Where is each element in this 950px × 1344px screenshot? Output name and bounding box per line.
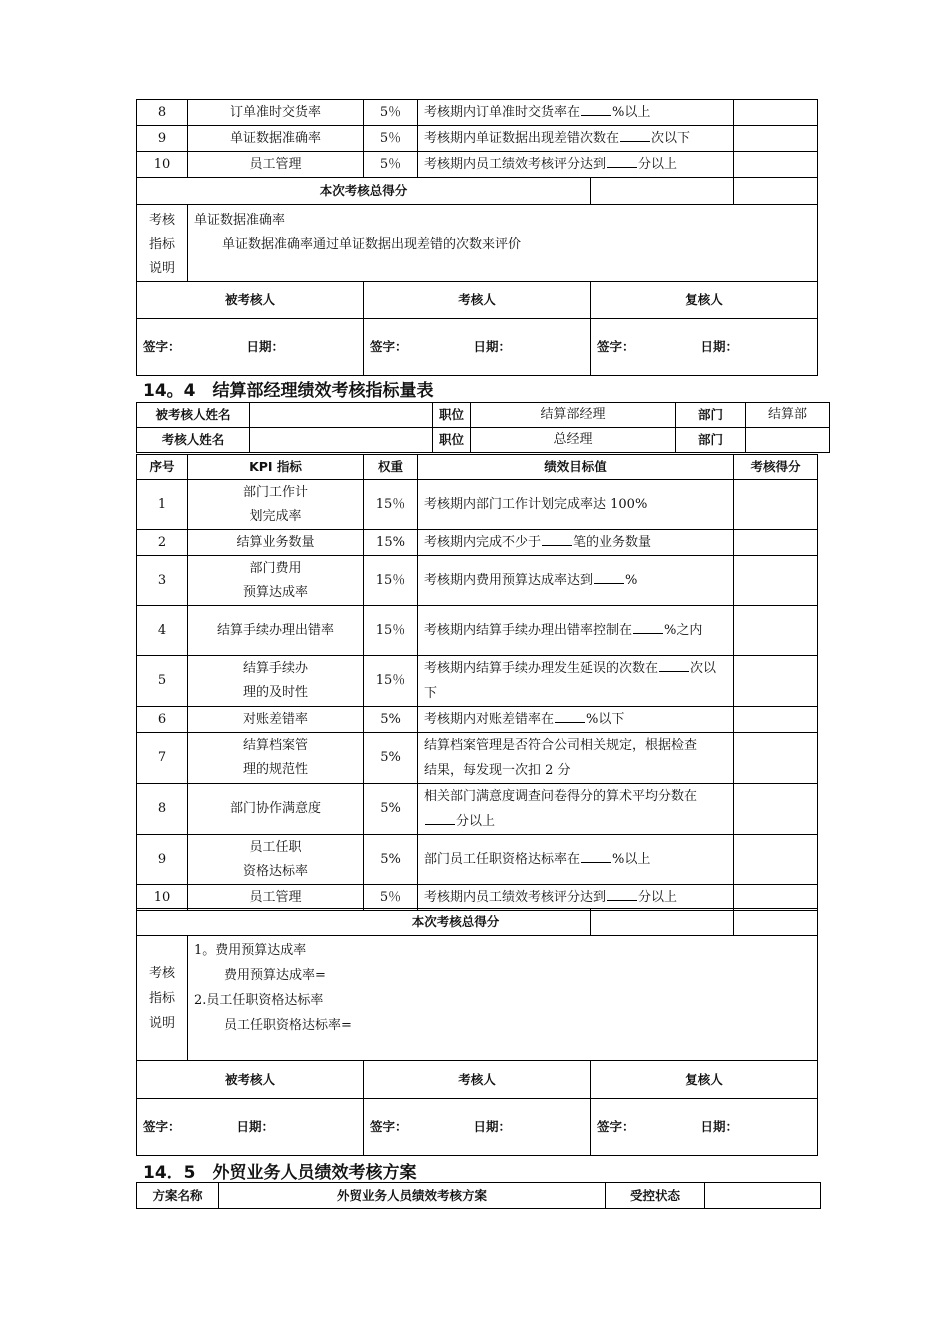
total-score-label: 本次考核总得分 xyxy=(137,909,591,936)
table-row xyxy=(137,656,818,707)
col-header-weight: 权重 xyxy=(364,455,418,480)
row-number: 2 xyxy=(137,530,188,556)
table-row xyxy=(137,100,818,126)
row-number: 1 xyxy=(137,480,188,530)
kpi-target: 考核期内结算手续办理发生延误的次数在 次以下 xyxy=(418,656,734,707)
sign-header-assessee: 被考核人 xyxy=(137,282,364,319)
assessee-name-value[interactable] xyxy=(250,403,433,428)
kpi-name: 结算手续办 理的及时性 xyxy=(188,656,364,707)
kpi-score[interactable] xyxy=(734,152,818,178)
position-value: 总经理 xyxy=(471,428,676,453)
table-row xyxy=(137,556,818,606)
kpi-score[interactable] xyxy=(734,530,818,556)
table-row xyxy=(137,480,818,530)
total-score-value[interactable] xyxy=(591,909,818,936)
note-label: 考核 指标 说明 xyxy=(137,936,188,1061)
fill-in-blank[interactable] xyxy=(633,623,663,634)
kpi-name: 部门费用 预算达成率 xyxy=(188,556,364,606)
kpi-name: 单证数据准确率 xyxy=(188,126,364,152)
kpi-score[interactable] xyxy=(734,784,818,835)
kpi-name: 部门工作计 划完成率 xyxy=(188,480,364,530)
sign-header-assessor: 考核人 xyxy=(364,1061,591,1099)
department-value: 结算部 xyxy=(746,403,830,428)
table-row xyxy=(137,530,818,556)
sign-cell-assessee[interactable]: 签字： 日期： xyxy=(137,319,364,376)
plan-name-value: 外贸业务人员绩效考核方案 xyxy=(219,1183,606,1209)
note-content: 1。费用预算达成率 费用预算达成率= 2.员工任职资格达标率 员工任职资格达标率= xyxy=(188,936,818,1061)
kpi-target: 考核期内单证数据出现差错次数在 次以下 xyxy=(418,126,734,152)
kpi-weight: 15% xyxy=(364,530,418,556)
kpi-score[interactable] xyxy=(734,885,818,911)
fill-in-blank[interactable] xyxy=(659,661,689,672)
kpi-target: 相关部门满意度调查问卷得分的算术平均分数在分以上 xyxy=(418,784,734,835)
kpi-weight: 5% xyxy=(364,784,418,835)
fill-in-blank[interactable] xyxy=(555,712,585,723)
row-number: 9 xyxy=(137,126,188,152)
assessor-name-value[interactable] xyxy=(250,428,433,453)
table-row xyxy=(137,835,818,885)
col-header-score: 考核得分 xyxy=(734,455,818,480)
kpi-name: 员工管理 xyxy=(188,152,364,178)
kpi-target: 考核期内费用预算达成率达到 % xyxy=(418,556,734,606)
assessor-name-label: 考核人姓名 xyxy=(137,428,250,453)
col-header-target: 绩效目标值 xyxy=(418,455,734,480)
fill-in-blank[interactable] xyxy=(620,131,650,142)
kpi-name: 订单准时交货率 xyxy=(188,100,364,126)
total-score-label: 本次考核总得分 xyxy=(137,178,591,205)
kpi-target: 考核期内结算手续办理出错率控制在 %之内 xyxy=(418,606,734,656)
kpi-score[interactable] xyxy=(734,126,818,152)
kpi-target: 考核期内员工绩效考核评分达到 分以上 xyxy=(418,885,734,911)
kpi-weight: 5％ xyxy=(364,100,418,126)
row-number: 10 xyxy=(137,152,188,178)
sign-cell-assessor[interactable]: 签字： 日期： xyxy=(364,1099,591,1156)
kpi-14-4-table xyxy=(136,454,818,911)
table-row xyxy=(137,784,818,835)
kpi-weight: 5% xyxy=(364,733,418,784)
department-label: 部门 xyxy=(676,403,746,428)
row-number: 4 xyxy=(137,606,188,656)
kpi-14-4-header-table xyxy=(136,402,830,453)
col-header-no: 序号 xyxy=(137,455,188,480)
sign-cell-reviewer[interactable]: 签字： 日期： xyxy=(591,1099,818,1156)
kpi-score[interactable] xyxy=(734,656,818,707)
row-number: 3 xyxy=(137,556,188,606)
total-score-value[interactable] xyxy=(591,178,818,205)
row-number: 10 xyxy=(137,885,188,911)
sign-cell-assessee[interactable]: 签字： 日期： xyxy=(137,1099,364,1156)
kpi-score[interactable] xyxy=(734,100,818,126)
kpi-name: 部门协作满意度 xyxy=(188,784,364,835)
fill-in-blank[interactable] xyxy=(425,814,455,825)
kpi-target: 考核期内部门工作计划完成率达 100% xyxy=(418,480,734,530)
kpi-weight: 15％ xyxy=(364,606,418,656)
control-status-label: 受控状态 xyxy=(606,1183,705,1209)
kpi-target: 部门员工任职资格达标率在 %以上 xyxy=(418,835,734,885)
row-number: 7 xyxy=(137,733,188,784)
fill-in-blank[interactable] xyxy=(594,573,624,584)
table-row xyxy=(137,733,818,784)
kpi-score[interactable] xyxy=(734,733,818,784)
fill-in-blank[interactable] xyxy=(581,852,611,863)
kpi-weight: 5％ xyxy=(364,126,418,152)
position-value: 结算部经理 xyxy=(471,403,676,428)
kpi-score[interactable] xyxy=(734,835,818,885)
kpi-target: 考核期内完成不少于 笔的业务数量 xyxy=(418,530,734,556)
kpi-score[interactable] xyxy=(734,556,818,606)
col-header-kpi: KPI 指标 xyxy=(188,455,364,480)
fill-in-blank[interactable] xyxy=(607,157,637,168)
table-row xyxy=(137,152,818,178)
kpi-name: 结算手续办理出错率 xyxy=(188,606,364,656)
table-row xyxy=(137,707,818,733)
section-heading-14-5: 14．5 外贸业务人员绩效考核方案 xyxy=(143,1163,417,1183)
table-row xyxy=(137,885,818,911)
kpi-name: 结算业务数量 xyxy=(188,530,364,556)
kpi-weight: 15％ xyxy=(364,656,418,707)
note-label: 考核 指标 说明 xyxy=(137,205,188,282)
fill-in-blank[interactable] xyxy=(542,535,572,546)
kpi-weight: 5％ xyxy=(364,885,418,911)
fill-in-blank[interactable] xyxy=(607,890,637,901)
top-sign-table xyxy=(136,177,818,376)
kpi-score[interactable] xyxy=(734,707,818,733)
table-row xyxy=(137,126,818,152)
kpi-name: 对账差错率 xyxy=(188,707,364,733)
kpi-weight: 15％ xyxy=(364,480,418,530)
kpi-weight: 5％ xyxy=(364,152,418,178)
row-number: 8 xyxy=(137,784,188,835)
sign-header-assessor: 考核人 xyxy=(364,282,591,319)
kpi-weight: 15％ xyxy=(364,556,418,606)
kpi-score[interactable] xyxy=(734,480,818,530)
assessee-name-label: 被考核人姓名 xyxy=(137,403,250,428)
plan-name-label: 方案名称 xyxy=(137,1183,219,1209)
kpi-name: 员工任职 资格达标率 xyxy=(188,835,364,885)
sign-header-assessee: 被考核人 xyxy=(137,1061,364,1099)
kpi-name: 员工管理 xyxy=(188,885,364,911)
control-status-value[interactable] xyxy=(705,1183,821,1209)
department-value[interactable] xyxy=(746,428,830,453)
row-number: 9 xyxy=(137,835,188,885)
position-label: 职位 xyxy=(433,428,471,453)
kpi-14-4-footer-table xyxy=(136,908,818,1156)
note-content: 单证数据准确率 单证数据准确率通过单证数据出现差错的次数来评价 xyxy=(188,205,818,282)
kpi-target: 考核期内员工绩效考核评分达到 分以上 xyxy=(418,152,734,178)
kpi-weight: 5% xyxy=(364,707,418,733)
row-number: 8 xyxy=(137,100,188,126)
sign-header-reviewer: 复核人 xyxy=(591,282,818,319)
plan-header-table xyxy=(136,1182,821,1209)
sign-cell-reviewer[interactable]: 签字： 日期： xyxy=(591,319,818,376)
position-label: 职位 xyxy=(433,403,471,428)
kpi-target: 结算档案管理是否符合公司相关规定，根据检查 结果，每发现一次扣 2 分 xyxy=(418,733,734,784)
fill-in-blank[interactable] xyxy=(581,105,611,116)
kpi-target: 考核期内订单准时交货率在 %以上 xyxy=(418,100,734,126)
section-heading-14-4: 14。4 结算部经理绩效考核指标量表 xyxy=(143,381,434,401)
kpi-name: 结算档案管 理的规范性 xyxy=(188,733,364,784)
row-number: 5 xyxy=(137,656,188,707)
department-label: 部门 xyxy=(676,428,746,453)
kpi-weight: 5% xyxy=(364,835,418,885)
kpi-score[interactable] xyxy=(734,606,818,656)
kpi-target: 考核期内对账差错率在 %以下 xyxy=(418,707,734,733)
sign-header-reviewer: 复核人 xyxy=(591,1061,818,1099)
row-number: 6 xyxy=(137,707,188,733)
sign-cell-assessor[interactable]: 签字： 日期： xyxy=(364,319,591,376)
table-row xyxy=(137,606,818,656)
top-kpi-table xyxy=(136,99,818,178)
